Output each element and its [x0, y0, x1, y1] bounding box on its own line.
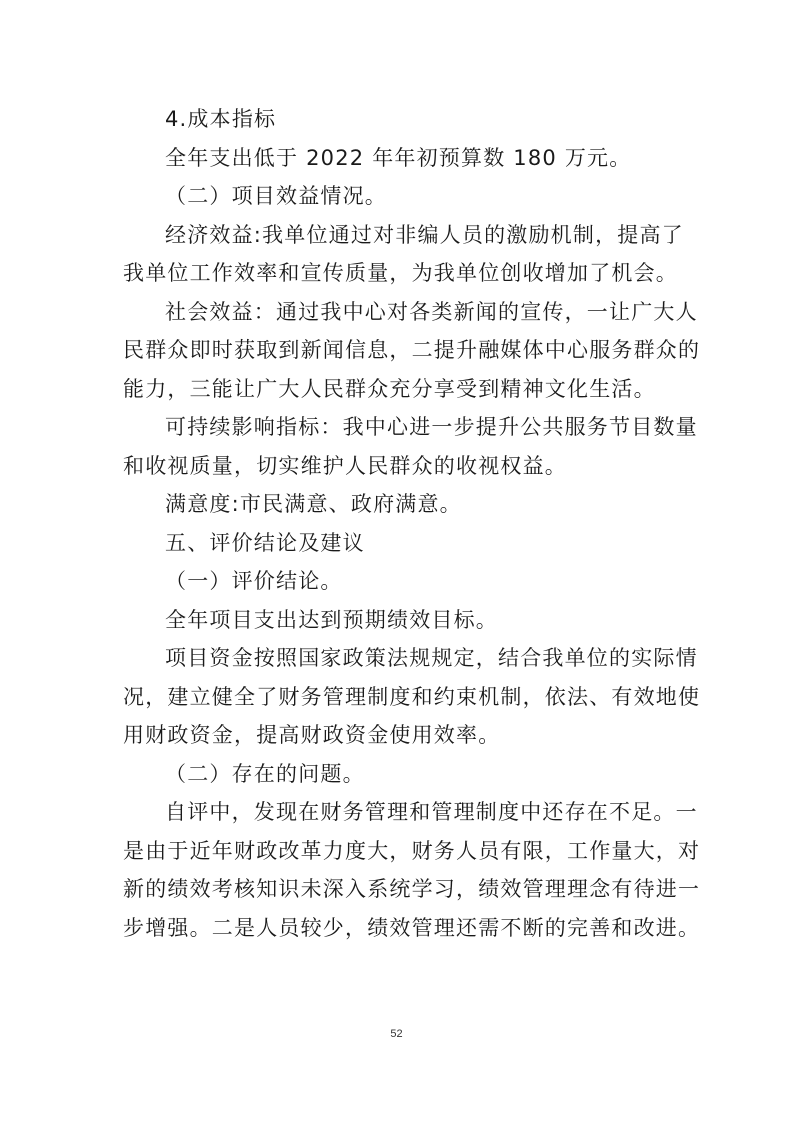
text-line: 和收视质量，切实维护人民群众的收视权益。	[123, 453, 567, 478]
text-line: 民群众即时获取到新闻信息，二提升融媒体中心服务群众的	[123, 338, 701, 362]
text-line: 项目资金按照国家政策法规规定，结合我单位的实际情	[165, 646, 698, 670]
text-line: 况，建立健全了财务管理制度和约束机制，依法、有效地使	[123, 684, 701, 709]
text-line: 是由于近年财政改革力度大，财务人员有限，工作量大，对	[123, 838, 701, 863]
page-number: 52	[390, 1028, 403, 1040]
text-line: 能力，三能让广大人民群众充分享受到精神文化生活。	[123, 376, 656, 401]
text-line: 全年支出低于 2022 年年初预算数 180 万元。	[165, 145, 632, 170]
text-line: （二）存在的问题。	[165, 761, 365, 786]
text-line: 经济效益:我单位通过对非编人员的激励机制，提高了	[165, 222, 684, 247]
text-line: 4.成本指标	[165, 107, 277, 131]
text-line: 我单位工作效率和宣传质量，为我单位创收增加了机会。	[123, 261, 678, 285]
text-line: 步增强。二是人员较少，绩效管理还需不断的完善和改进。	[123, 915, 701, 940]
text-line: 新的绩效考核知识未深入系统学习，绩效管理理念有待进一	[123, 877, 701, 901]
document-body	[123, 100, 701, 947]
text-line: （二）项目效益情况。	[165, 184, 387, 208]
text-line: 五、评价结论及建议	[165, 530, 365, 555]
text-line: 自评中，发现在财务管理和管理制度中还存在不足。一	[165, 800, 698, 824]
text-line: 用财政资金，提高财政资金使用效率。	[123, 723, 501, 747]
text-line: 全年项目支出达到预期绩效目标。	[165, 607, 498, 632]
text-line: 社会效益：通过我中心对各类新闻的宣传，一让广大人	[165, 299, 698, 324]
text-line: （一）评价结论。	[165, 569, 343, 593]
text-line: 满意度:市民满意、政府满意。	[165, 492, 462, 516]
text-line: 可持续影响指标：我中心进一步提升公共服务节目数量	[165, 415, 698, 439]
